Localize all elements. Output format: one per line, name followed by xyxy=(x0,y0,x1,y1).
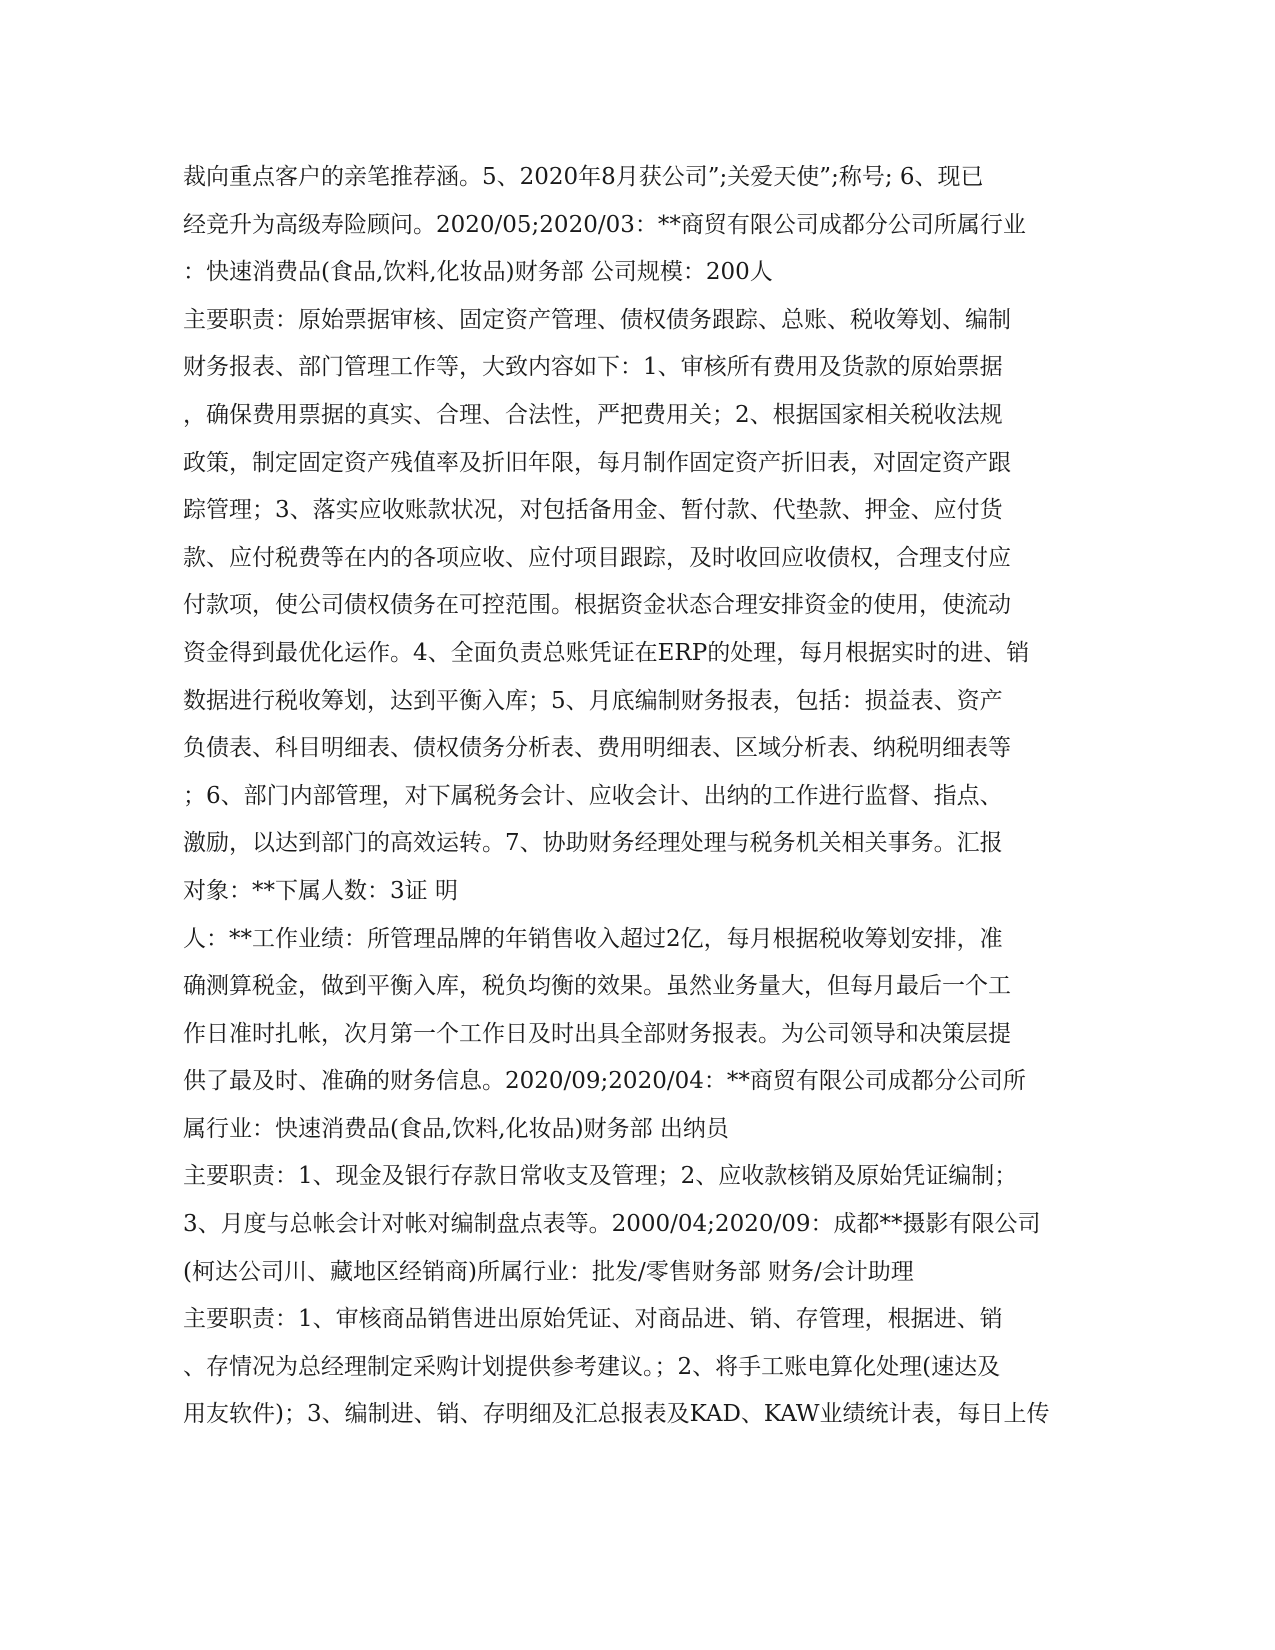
text-line: 主要职责：原始票据审核、固定资产管理、债权债务跟踪、总账、税收筹划、编制 xyxy=(183,306,1011,333)
text-line: 经竞升为高级寿险顾问。2020/05;2020/03：**商贸有限公司成都分公司所属行业 xyxy=(183,211,1026,238)
text-line: ；6、部门内部管理，对下属税务会计、应收会计、出纳的工作进行监督、指点、 xyxy=(183,782,1003,809)
text-line: 确测算税金，做到平衡入库，税负均衡的效果。虽然业务量大，但每月最后一个工 xyxy=(183,973,1011,1000)
text-line: 政策，制定固定资产残值率及折旧年限，每月制作固定资产折旧表，对固定资产跟 xyxy=(183,449,1011,476)
text-line: (柯达公司川、藏地区经销商)所属行业：批发/零售财务部 财务/会计助理 xyxy=(183,1258,914,1285)
body-text xyxy=(183,154,1063,1439)
text-line: 、存情况为总经理制定采购计划提供参考建议。；2、将手工账电算化处理(速达及 xyxy=(183,1353,1001,1380)
text-line: 主要职责：1、现金及银行存款日常收支及管理；2、应收款核销及原始凭证编制； xyxy=(183,1163,1018,1190)
text-line: 供了最及时、准确的财务信息。2020/09;2020/04：**商贸有限公司成都分公司所 xyxy=(183,1068,1026,1095)
text-line: 激励，以达到部门的高效运转。7、协助财务经理处理与税务机关相关事务。汇报 xyxy=(183,830,1003,857)
text-line: 负债表、科目明细表、债权债务分析表、费用明细表、区域分析表、纳税明细表等 xyxy=(183,735,1011,762)
text-line: 属行业：快速消费品(食品,饮料,化妆品)财务部 出纳员 xyxy=(183,1115,729,1142)
text-line: 数据进行税收筹划，达到平衡入库；5、月底编制财务报表，包括：损益表、资产 xyxy=(183,687,1003,714)
text-line: 付款项，使公司债权债务在可控范围。根据资金状态合理安排资金的使用，使流动 xyxy=(183,592,1011,619)
text-line: 裁向重点客户的亲笔推荐涵。5、2020年8月获公司”;关爱天使”;称号; 6、现已 xyxy=(183,164,984,190)
text-line: 主要职责：1、审核商品销售进出原始凭证、对商品进、销、存管理，根据进、销 xyxy=(183,1306,1003,1333)
text-line: 3、月度与总帐会计对帐对编制盘点表等。2000/04;2020/09：成都**摄影有限公司 xyxy=(183,1211,1041,1238)
text-line: 用友软件)；3、编制进、销、存明细及汇总报表及KAD、KAW业绩统计表，每日上传 xyxy=(183,1401,1050,1428)
text-line: 踪管理；3、落实应收账款状况，对包括备用金、暂付款、代垫款、押金、应付货 xyxy=(183,497,1003,524)
text-line: 资金得到最优化运作。4、全面负责总账凭证在ERP的处理，每月根据实时的进、销 xyxy=(183,639,1030,666)
text-line: 作日准时扎帐，次月第一个工作日及时出具全部财务报表。为公司领导和决策层提 xyxy=(183,1020,1011,1047)
text-line: 人：**工作业绩：所管理品牌的年销售收入超过2亿，每月根据税收筹划安排，准 xyxy=(183,925,1003,952)
text-line: 款、应付税费等在内的各项应收、应付项目跟踪，及时收回应收债权，合理支付应 xyxy=(183,544,1011,571)
text-line: ：快速消费品(食品,饮料,化妆品)财务部 公司规模：200人 xyxy=(183,259,773,286)
text-line: 财务报表、部门管理工作等，大致内容如下：1、审核所有费用及货款的原始票据 xyxy=(183,354,1003,381)
text-line: 对象：**下属人数：3证 明 xyxy=(183,877,458,904)
text-line: ，确保费用票据的真实、合理、合法性，严把费用关；2、根据国家相关税收法规 xyxy=(183,401,1003,428)
